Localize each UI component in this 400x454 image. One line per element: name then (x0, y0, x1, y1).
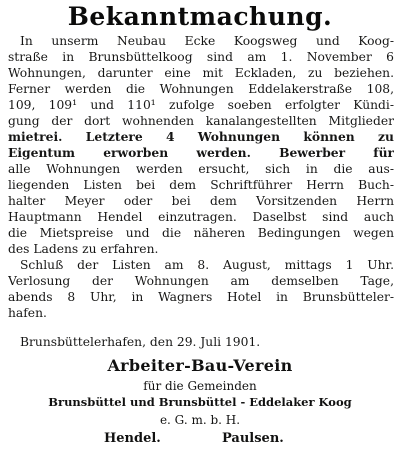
body-line-12: Hauptmann Hendel einzutragen. Daselbst sind auch (8, 210, 394, 224)
body-line-10: liegenden Listen bei dem Schriftführer Herrn Buch- (8, 178, 394, 192)
body-line-13: die Mietspreise und die näheren Bedingungen wegen (8, 226, 394, 240)
body-line-11: halter Meyer oder bei dem Vorsitzenden Herrn (8, 194, 394, 208)
body-line-6: gung der dort wohnenden kanalangestellten Mitglieder (8, 114, 394, 128)
dateline: Brunsbüttelerhafen, den 29. Juli 1901. (20, 335, 261, 349)
body-line-14: des Ladens zu erfahren. (8, 242, 159, 256)
organization-name: Arbeiter-Bau-Verein (107, 356, 293, 375)
legal-form: e. G. m. b. H. (159, 413, 241, 427)
body-line-18: hafen. (8, 306, 47, 320)
for-communities-label: für die Gemeinden (143, 379, 257, 393)
body-line-8: Eigentum erworben werden. Bewerber für (8, 145, 394, 160)
body-line-9: alle Wohnungen werden ersucht, sich in die aus- (8, 162, 394, 176)
body-line-7: mietrei. Letztere 4 Wohnungen können zu (8, 129, 394, 144)
body-line-4: Ferner werden die Wohnungen Eddelakerstraße 108, (8, 82, 394, 96)
body-line-5: 109, 109¹ und 110¹ zufolge soeben erfolgter Kündi- (8, 98, 394, 112)
body-line-16: Verlosung der Wohnungen am demselben Tage, (8, 274, 394, 288)
body-line-15: Schluß der Listen am 8. August, mittags 1 Uhr. (20, 258, 394, 272)
signer-paulsen: Paulsen. (222, 431, 284, 446)
body-line-3: Wohnungen, darunter eine mit Eckladen, zu beziehen. (8, 66, 394, 80)
body-line-2: straße in Brunsbüttelkoog sind am 1. November 6 (8, 50, 394, 64)
communities-line: Brunsbüttel und Brunsbüttel - Eddelaker Koog (48, 395, 352, 409)
body-line-17: abends 8 Uhr, in Wagners Hotel in Brunsbütteler- (8, 290, 394, 304)
notice-title: Bekanntmachung. (67, 2, 333, 31)
body-line-1: In unserm Neubau Ecke Koogsweg und Koog- (20, 34, 394, 48)
signer-hendel: Hendel. (104, 431, 161, 446)
signatures (0, 430, 400, 448)
